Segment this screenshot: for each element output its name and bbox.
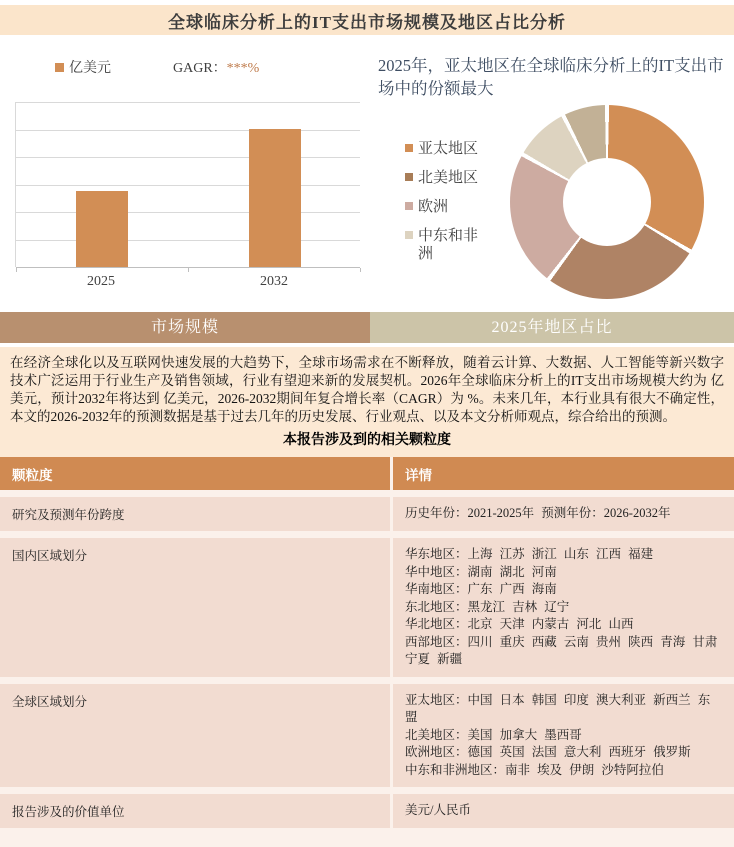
cagr-prefix: GAGR： [173, 61, 227, 76]
tab-region-share[interactable]: 2025年地区占比 [370, 312, 734, 343]
row-detail-cell [393, 684, 734, 788]
pie-legend-label: 欧洲 [418, 199, 449, 215]
bar-chart-legend [55, 57, 259, 77]
detail-line: 中东和非洲地区：南非 埃及 伊朗 沙特阿拉伯 [405, 762, 664, 777]
detail-line: 美元/人民币 [405, 803, 471, 817]
pie-legend-item [405, 227, 484, 263]
bar-unit-label: 亿美元 [69, 61, 111, 76]
table-row [0, 497, 734, 531]
pie-legend-label: 亚太地区 [418, 141, 479, 157]
gridline [16, 130, 360, 131]
row-label-cell: 全球区域划分 [0, 684, 390, 788]
gridline [16, 157, 360, 158]
table-row [0, 794, 734, 828]
detail-line: 亚太地区：中国 日本 韩国 印度 澳大利亚 新西兰 东盟 [405, 692, 711, 724]
page-title: 全球临床分析上的IT支出市场规模及地区占比分析 [0, 5, 734, 35]
row-detail-cell [393, 794, 734, 828]
granularity-table [0, 457, 734, 847]
row-label-cell: 国内区域划分 [0, 538, 390, 677]
detail-line: 欧洲地区：德国 英国 法国 意大利 西班牙 俄罗斯 [405, 745, 691, 759]
gridline [16, 185, 360, 186]
x-label-2025: 2025 [87, 274, 115, 289]
gridline [16, 240, 360, 241]
pie-chart-heading: 2025年，亚太地区在全球临床分析上的IT支出市场中的份额最大 [378, 56, 724, 99]
legend-swatch-icon [405, 202, 413, 210]
legend-swatch-icon [55, 63, 64, 72]
detail-line: 华中地区：湖南 湖北 河南 [405, 564, 557, 579]
bar-chart-plot-area [15, 102, 360, 267]
pie-legend-label: 中东和非洲 [418, 228, 479, 262]
table-header-granularity: 颗粒度 [0, 457, 390, 490]
row-detail-cell [393, 497, 734, 531]
table-header-detail: 详情 [393, 457, 734, 490]
detail-line: 北美地区：美国 加拿大 墨西哥 [405, 727, 582, 742]
donut-chart [510, 105, 704, 299]
table-row [0, 684, 734, 788]
table-header-row [0, 457, 734, 490]
x-label-2032: 2032 [260, 274, 288, 289]
x-axis-tick [360, 268, 361, 272]
legend-swatch-icon [405, 173, 413, 181]
table-row [0, 538, 734, 677]
detail-line: 华南地区：广东 广西 海南 [405, 582, 557, 596]
legend-swatch-icon [405, 144, 413, 152]
detail-line: 华北地区：北京 天津 内蒙古 河北 山西 [405, 617, 634, 631]
gridline [16, 102, 360, 103]
intro-block [0, 347, 734, 457]
pie-chart-panel [370, 42, 734, 308]
row-detail-cell [393, 538, 734, 677]
detail-line: 东北地区：黑龙江 吉林 辽宁 [405, 599, 570, 614]
gridline [16, 212, 360, 213]
pie-legend-item [405, 140, 484, 158]
pie-chart-legend [405, 140, 484, 263]
detail-line: 华东地区：上海 江苏 浙江 山东 江西 福建 [405, 547, 654, 561]
report-summary-section [0, 347, 734, 847]
tab-market-size[interactable]: 市场规模 [0, 312, 370, 343]
section-tab-bar [0, 312, 734, 343]
x-axis-tick [16, 268, 17, 272]
granularity-table-title: 本报告涉及到的相关颗粒度 [283, 431, 451, 447]
bar-chart-panel [0, 42, 370, 308]
x-axis-tick [188, 268, 189, 272]
table-body [0, 497, 734, 828]
charts-row [0, 42, 734, 308]
intro-paragraph: 在经济全球化以及互联网快速发展的大趋势下，全球市场需求在不断释放，随着云计算、大数据、人工智能等新兴数字技术广泛运用于行业生产及销售领域，行业有望迎来新的发展契机。2026年全球临床分析上的IT支出市场规模大约为 亿美元，预计2032年将达到 亿美元，2026-2032期间年复合增长率（CAGR）为 %。未来几年，本行业具有很大不确定性，本文的2026-2032年的预测数据是基于过去几年的历史发展、行业观点、以及本文分析师观点，综合给出的预测。 [10, 355, 724, 424]
row-label-cell: 研究及预测年份跨度 [0, 497, 390, 531]
bar-2025 [76, 191, 128, 267]
pie-legend-label: 北美地区 [418, 170, 479, 186]
pie-legend-item [405, 169, 484, 187]
detail-line: 历史年份：2021-2025年 预测年份：2026-2032年 [405, 506, 671, 520]
row-label-cell: 报告涉及的价值单位 [0, 794, 390, 828]
cagr-label [173, 57, 259, 77]
bar-2032 [249, 129, 301, 267]
legend-swatch-icon [405, 231, 413, 239]
detail-line: 西部地区：四川 重庆 西藏 云南 贵州 陕西 青海 甘肃 宁夏 新疆 [405, 634, 718, 666]
cagr-value: ***% [226, 61, 260, 76]
pie-legend-item [405, 198, 484, 216]
